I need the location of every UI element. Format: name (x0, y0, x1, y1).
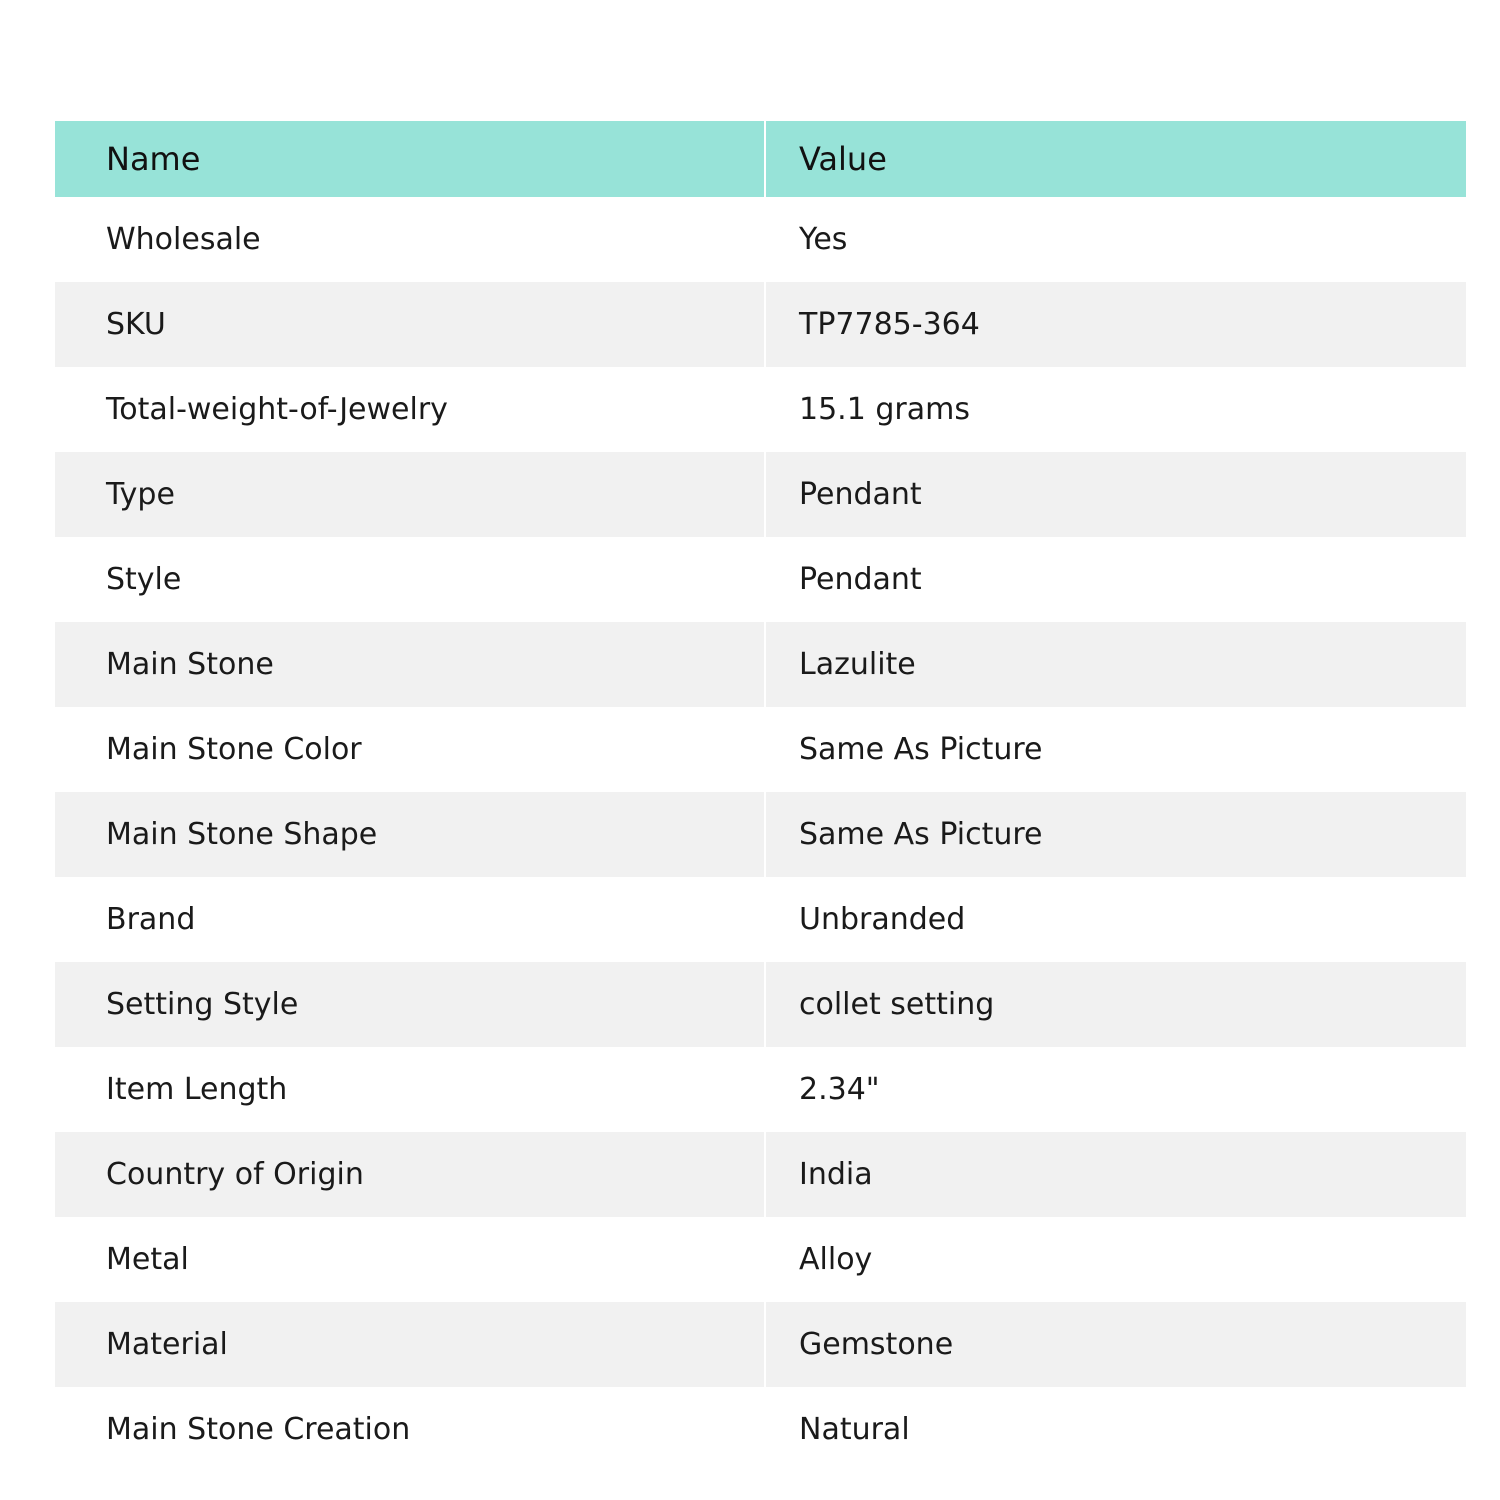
table-row (55, 1302, 1466, 1387)
table-row (55, 1047, 1466, 1132)
row-value: Pendant (799, 477, 922, 512)
row-name: Wholesale (55, 197, 766, 282)
table-header (55, 121, 1466, 197)
table-row (55, 622, 1466, 707)
row-value: Same As Picture (799, 817, 1043, 852)
row-value: Natural (799, 1412, 910, 1447)
row-value: Unbranded (799, 902, 966, 937)
row-name: Main Stone Shape (55, 792, 766, 877)
row-name: Type (55, 452, 766, 537)
row-name: Main Stone Creation (55, 1387, 766, 1472)
row-name: Material (55, 1302, 766, 1387)
table-row (55, 197, 1466, 282)
row-name: SKU (55, 282, 766, 367)
row-value: Yes (799, 222, 848, 257)
row-value: Pendant (799, 562, 922, 597)
row-value: 15.1 grams (799, 392, 970, 427)
table-row (55, 962, 1466, 1047)
table-row (55, 367, 1466, 452)
row-value: India (799, 1157, 873, 1192)
table-row (55, 877, 1466, 962)
table-row (55, 1217, 1466, 1302)
table-row (55, 707, 1466, 792)
row-value: Gemstone (799, 1327, 954, 1362)
row-name: Main Stone Color (55, 707, 766, 792)
row-value: Same As Picture (799, 732, 1043, 767)
table-row (55, 537, 1466, 622)
row-name: Main Stone (55, 622, 766, 707)
row-name: Style (55, 537, 766, 622)
row-name: Total-weight-of-Jewelry (55, 367, 766, 452)
header-value: Value (799, 140, 887, 178)
spec-table (55, 121, 1466, 1472)
row-name: Setting Style (55, 962, 766, 1047)
row-name: Country of Origin (55, 1132, 766, 1217)
row-value: collet setting (799, 987, 995, 1022)
row-value: Alloy (799, 1242, 873, 1277)
table-row (55, 282, 1466, 367)
row-name: Brand (55, 877, 766, 962)
table-row (55, 1387, 1466, 1472)
row-value: Lazulite (799, 647, 916, 682)
row-value: TP7785-364 (799, 307, 980, 342)
row-value: 2.34" (799, 1072, 880, 1107)
table-row (55, 452, 1466, 537)
header-name: Name (55, 121, 766, 197)
table-row (55, 792, 1466, 877)
row-name: Item Length (55, 1047, 766, 1132)
row-name: Metal (55, 1217, 766, 1302)
table-row (55, 1132, 1466, 1217)
